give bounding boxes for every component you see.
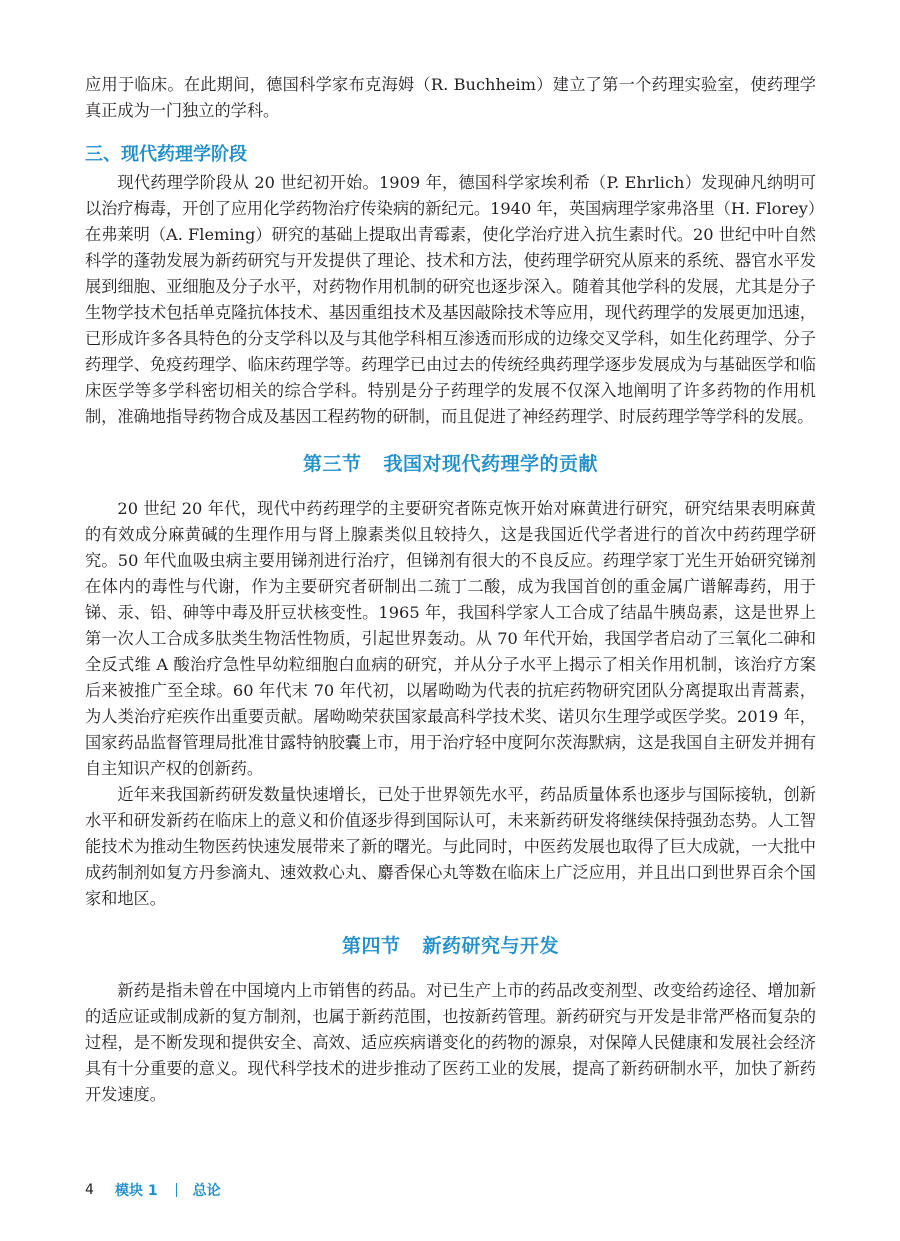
chapter-heading-3 (85, 450, 816, 478)
footer-module-label: 模块 1 (115, 1183, 158, 1199)
paragraph-china-contributions-1: 20 世纪 20 年代，现代中药药理学的主要研究者陈克恢开始对麻黄进行研究，研究结果表明麻黄的有效成分麻黄碱的生理作用与肾上腺素类似且较持久，这是我国近代学者进行的首次中药药理学研究。50 年代血吸虫病主要用锑剂进行治疗，但锑剂有很大的不良反应。药理学家丁光生开始研究锑剂在体内的毒性与代谢，作为主要研究者研制出二巯丁二酸，成为我国首创的重金属广谱解毒药，用于锑、汞、铅、砷等中毒及肝豆状核变性。1965 年，我国科学家人工合成了结晶牛胰岛素，这是世界上第一次人工合成多肽类生物活性物质，引起世界轰动。从 70 年代开始，我国学者启动了三氧化二砷和全反式维 A 酸治疗急性早幼粒细胞白血病的研究，并从分子水平上揭示了相关作用机制，该治疗方案后来被推广至全球。60 年代末 70 年代初，以屠呦呦为代表的抗疟药物研究团队分离提取出青蒿素，为人类治疗疟疾作出重要贡献。屠呦呦荣获国家最高科学技术奖、诺贝尔生理学或医学奖。2019 年，国家药品监督管理局批准甘露特钠胶囊上市，用于治疗轻中度阿尔茨海默病，这是我国自主研发并拥有自主知识产权的创新药。 (85, 499, 816, 778)
page-number: 4 (85, 1182, 94, 1198)
paragraph-new-drug: 新药是指未曾在中国境内上市销售的药品。对已生产上市的药品改变剂型、改变给药途径、增加新的适应证或制成新的复方制剂，也属于新药范围，也按新药管理。新药研究与开发是非常严格而复杂的过程，是不断发现和提供安全、高效、适应疾病谱变化的药物的源泉，对保障人民健康和发展社会经济具有十分重要的意义。现代科学技术的进步推动了医药工业的发展，提高了新药研制水平，加快了新药开发速度。 (85, 981, 816, 1104)
paragraph-modern-pharmacology: 现代药理学阶段从 20 世纪初开始。1909 年，德国科学家埃利希（P. Ehrlich）发现砷凡纳明可以治疗梅毒，开创了应用化学药物治疗传染病的新纪元。1940 年，英国病理学家弗洛里（H. Florey）在弗莱明（A. Fleming）研究的基础上提取出青霉素，使化学治疗进入抗生素时代。20 世纪中叶自然科学的蓬勃发展为新药研究与开发提供了理论、技术和方法，使药理学研究从原来的系统、器官水平发展到细胞、亚细胞及分子水平，对药物作用机制的研究也逐步深入。随着其他学科的发展，尤其是分子生物学技术包括单克隆抗体技术、基因重组技术及基因敲除技术等应用，现代药理学的发展更加迅速，已形成许多各具特色的分支学科以及与其他学科相互渗透而形成的边缘交叉学科，如生化药理学、分子药理学、免疫药理学、临床药理学等。药理学已由过去的传统经典药理学逐步发展成为与基础医学和临床医学等多学科密切相关的综合学科。特别是分子药理学的发展不仅深入地阐明了许多药物的作用机制，准确地指导药物合成及基因工程药物的研制，而且促进了神经药理学、时辰药理学等学科的发展。 (85, 173, 816, 426)
chapter-number: 第四节 (341, 935, 401, 957)
chapter-number: 第三节 (302, 453, 362, 475)
footer-section-title: 总论 (192, 1183, 221, 1199)
page-body (85, 72, 816, 1108)
chapter-title: 新药研究与开发 (422, 935, 560, 957)
paragraph-china-contributions-2: 近年来我国新药研发数量快速增长，已处于世界领先水平，药品质量体系也逐步与国际接轨，创新水平和研发新药在临床上的意义和价值逐步得到国际认可，未来新药研发将继续保持强劲态势。人工智能技术为推动生物医药快速发展带来了新的曙光。与此同时，中医药发展也取得了巨大成就，一大批中成药制剂如复方丹参滴丸、速效救心丸、麝香保心丸等数在临床上广泛应用，并且出口到世界百余个国家和地区。 (85, 785, 816, 908)
page-footer (85, 1180, 221, 1200)
footer-divider (176, 1183, 177, 1197)
section-heading-modern-pharmacology: 三、现代药理学阶段 (85, 144, 247, 165)
chapter-title: 我国对现代药理学的贡献 (383, 453, 599, 475)
chapter-heading-4 (85, 932, 816, 960)
paragraph-intro: 应用于临床。在此期间，德国科学家布克海姆（R. Buchheim）建立了第一个药理实验室，使药理学真正成为一门独立的学科。 (85, 75, 816, 120)
